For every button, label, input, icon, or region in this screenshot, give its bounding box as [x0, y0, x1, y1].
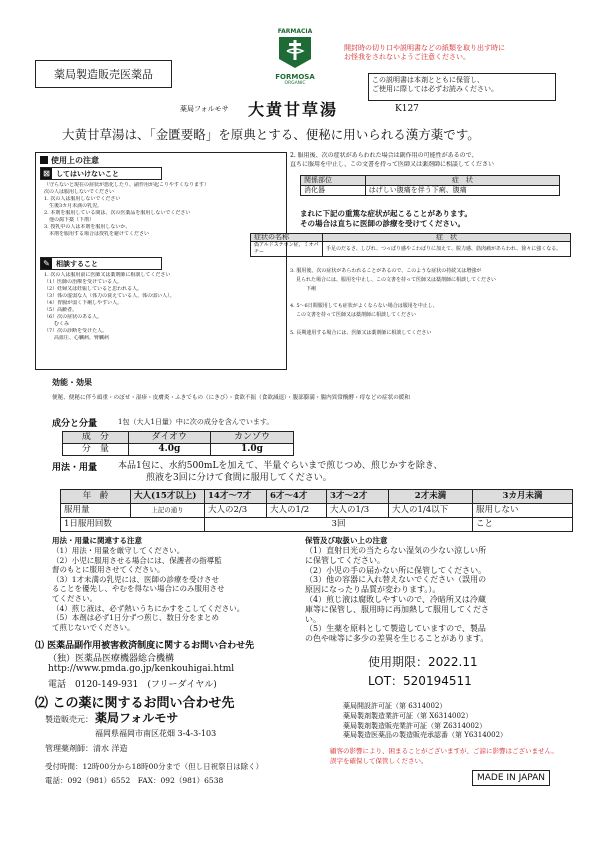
storage-note-line: い。	[305, 614, 321, 624]
dosage-text-line: 煎液を3回に分けて食間に服用してください。	[146, 473, 332, 483]
dosage-text-line: 本品1包に、水約500mLを加えて、半量ぐらいまで煎じつめ、煎じかすを除き、	[118, 461, 443, 471]
relief-url[interactable]: http://www.pmda.go.jp/kenkouhigai.html	[48, 664, 235, 674]
age-header: 大人(15才以上)	[131, 490, 205, 504]
license-line: 薬局製剤製造業許可証（第 X6314002）	[343, 711, 473, 720]
ingredients-header: 成 分	[63, 432, 129, 444]
prohibit-icon: ⊠	[41, 168, 52, 179]
ingredients-header: ダイオウ	[128, 432, 210, 444]
age-header: 3才～2才	[327, 490, 389, 504]
age-header: 6才～4才	[267, 490, 327, 504]
caution-2-line: 2. 服用後、次の症状があらわれた場合は副作用の可能性があるので、	[290, 152, 478, 159]
dosage-note-line: （3）1才未満の乳児には、医師の診療を受けさせ	[52, 574, 220, 584]
pharmacist: 管理薬剤師：清水 洋造	[45, 744, 128, 753]
amount-label-cell	[61, 504, 131, 518]
consult-line: 高血圧、心臓病、腎臓病	[44, 335, 110, 341]
open-notice-line: 開封時の切り口や説明書などの紙類を取り出す時に	[344, 44, 505, 52]
product-code: K127	[395, 104, 419, 114]
caution-3-line: 3. 服用後、次の症状があらわれることがあるので、このような症状の持続又は増強が	[290, 268, 482, 274]
dosage-note-line: （1）用法・用量を厳守してください。	[52, 546, 185, 555]
dosage-notes	[52, 546, 292, 632]
efficacy-text: 便秘、便秘に伴う頭重・のぼせ・湿疹・皮膚炎・ふきでもの（にきび）・食欲不振（食欲減退）・腹部膨満・腸内異常醗酵・痔などの症状の緩和	[52, 395, 410, 401]
dosage-text	[118, 460, 588, 484]
rare-table-cell: 偽アルドステロン症、ミオパチー	[251, 242, 323, 257]
consult-title	[40, 257, 162, 270]
rare-notice	[300, 209, 580, 229]
bottom-notice-line: 誤字を確保して保管しください。	[330, 757, 428, 765]
amount-cell: 大人の1/4以下	[389, 504, 473, 518]
logo-sub: ORGANIC	[284, 81, 306, 86]
amount-cell: 大人の1/3	[327, 504, 389, 518]
phone-fax: 電話：092（981）6552 FAX：092（981）6538	[45, 776, 224, 785]
expiry-date: 使用期限：2022.11	[368, 655, 478, 669]
consult-line: むくみ	[44, 321, 70, 327]
dosage-title: 用法・用量	[52, 463, 98, 473]
dosage-note-line: ることを優先し、やむを得ない場合にのみ服用させ	[52, 584, 225, 594]
dosage-note-line: （5）本剤は必ず1日分ずつ煎じ、数日分をまとめ	[52, 613, 220, 623]
ingredients-value: 1.0g	[210, 444, 293, 456]
dosage-note-line: て煎じないでください。	[52, 622, 135, 632]
consult-line: （1）医師の治療を受けている人。	[44, 279, 123, 285]
caution-box	[35, 152, 287, 370]
made-in-badge: MADE IN JAPAN	[472, 770, 550, 786]
category-box: 薬局製造販売医薬品	[35, 60, 172, 88]
consult-line: （6）次の症状のある人。	[44, 314, 103, 320]
dont-title	[40, 167, 162, 180]
caution-3-line: 見られた場合には、服用を中止し、この文書を持って医師又は薬剤師に相談してください	[296, 277, 497, 283]
amount-cell: 服用しない	[473, 504, 573, 518]
intro-text: 大黄甘草湯は、「金匱要略」を原典とする、便秘に用いられる漢方薬です。	[62, 127, 480, 142]
consult-line: （7）次の診断を受けた人。	[44, 328, 108, 334]
dosage-note-line: （2）小児に服用させる場合には、保護者の指導監	[52, 555, 222, 565]
product-name: 大黄甘草湯	[248, 100, 339, 119]
caution-2	[290, 152, 580, 169]
relief-title: ⑴ 医薬品副作用被害救済制度に関するお問い合わせ先	[35, 641, 255, 651]
brand-logo	[265, 28, 325, 90]
consult-line: （5）高齢者。	[44, 307, 78, 313]
age-header: 14才～7才	[205, 490, 267, 504]
dont-line: 本剤を服用する場合は授乳を避けてください	[44, 231, 150, 237]
amount-note: 上記の通り	[131, 504, 205, 518]
dosage-note-line: てください。	[52, 593, 97, 603]
side-table-cell: はげしい腹痛を伴う下痢、腹痛	[365, 186, 559, 196]
ingredients-header: カンゾウ	[210, 432, 293, 444]
dont-line: 3. 授乳中の人は本剤を服用しないか、	[44, 224, 131, 230]
age-header: 2才未満	[389, 490, 473, 504]
storage-note-line: に保管してください。	[305, 555, 385, 565]
caution-2-line: 直ちに服用を中止し、この文書を持って医師又は薬剤師に相談してください	[290, 160, 495, 168]
dont-line: 1. 次の人は服用しないでください	[44, 196, 121, 202]
seller-address: 福岡県福岡市南区花畑 3-4-3-103	[95, 729, 217, 738]
caution-title	[40, 155, 99, 166]
license-list	[343, 702, 578, 741]
inquiry-title: ⑵ この薬に関するお問い合わせ先	[35, 696, 235, 711]
bottom-notice	[330, 746, 585, 766]
caution-4-line: この文書を持って医師又は薬剤師に相談してください	[296, 312, 417, 318]
logo-name: FORMOSA	[275, 73, 315, 81]
caution-badge-icon	[40, 156, 48, 164]
consult-line: （4）胃腸が弱く下痢しやすい人。	[44, 300, 123, 306]
seller-label: 製造販売元：	[45, 715, 93, 724]
amount-cell: 大人の1/2	[267, 504, 327, 518]
lot-number: LOT：520194511	[368, 674, 472, 688]
times-label: 1日服用回数	[61, 518, 205, 532]
consult-line: （3）体の虚弱な人（体力の衰えている人、体の弱い人）。	[44, 293, 175, 299]
age-header: 3カ月未満	[473, 490, 573, 504]
storage-note-line: の色や味等に多少の差異を生じることがあります。	[305, 634, 489, 644]
efficacy-title: 効能・効果	[52, 378, 92, 387]
dosage-table	[60, 489, 573, 532]
side-table-header: 症 状	[365, 176, 559, 186]
reception-hours: 受付時間：12時00分から18時00分まで（但し日祝祭日は除く）	[45, 762, 264, 771]
storage-note-line: 原因になったり品質が変わります。）。	[305, 585, 441, 595]
bottom-notice-line: 顧客の影響により、困まることがございますが、ご諒に影響はございません。	[330, 747, 558, 755]
side-table-cell: 消化器	[301, 186, 366, 196]
dont-line: 2. 本剤を服用している間は、次の医薬品を服用しないでください	[44, 210, 191, 216]
consult-list	[44, 272, 280, 342]
keep-notice	[368, 73, 556, 101]
caution-5: 5. 長期連用する場合には、医師又は薬剤師に相談してください	[290, 330, 432, 336]
side-effect-table	[300, 175, 560, 196]
dont-line: 次の人は服用しないでください	[44, 189, 115, 195]
ingredients-title: 成分と分量	[52, 419, 98, 429]
storage-note-line: 庫等に保管し、服用時に再加熱して服用してくださ	[305, 604, 489, 614]
caution-4-line: 4. 5～6日間服用しても症状がよくならない場合は服用を中止し、	[290, 303, 438, 309]
storage-note-line: （2）小児の手の届かない所に保管してください。	[305, 565, 487, 575]
storage-note-line: （5）生薬を原料として製造していますので、製品	[305, 624, 486, 634]
storage-notes	[305, 546, 580, 644]
times-extra: こと	[473, 518, 573, 532]
license-line: 薬局製造医薬品の製造販売承認番（第 Y6314002）	[343, 731, 508, 740]
rare-notice-line: その場合は直ちに医師の診療を受けてください。	[300, 219, 465, 228]
consult-line: （2）妊婦又は妊娠していると思われる人。	[44, 286, 143, 292]
dont-line: 他の瀉下薬（下剤）	[44, 217, 95, 223]
caution-title-text: 使用上の注意	[51, 156, 99, 165]
dont-title-text: してはいけないこと	[56, 170, 119, 178]
storage-note-line: （1）直射日光の当たらない湿気の少ない涼しい所	[305, 546, 487, 555]
maker-small: 薬局フォルモサ	[180, 105, 229, 113]
ingredients-note: 1包（大人1日量）中に次の成分を含んでいます。	[118, 418, 274, 426]
ingredients-row-label: 分 量	[63, 444, 129, 456]
keep-notice-line: この説明書は本剤とともに保管し、	[372, 76, 484, 84]
dosage-note-line: 督のもとに服用させてください。	[52, 565, 165, 575]
license-line: 薬局開設許可証（第 6314002）	[343, 702, 447, 710]
license-line: 薬局製剤製造販売業許可証（第 Z6314002）	[343, 721, 487, 730]
consult-title-text: 相談すること	[56, 260, 98, 268]
rare-table-header: 症 状	[323, 234, 571, 242]
amount-cell: 大人の2/3	[205, 504, 267, 518]
storage-note-line: （3）他の容器に入れ替えないでください（誤用の	[305, 575, 487, 585]
keep-notice-line: ご使用に際しては必ずお読みください。	[372, 85, 498, 93]
age-header: 年 齢	[61, 490, 131, 504]
dont-line: （守らないと現在の症状が悪化したり、副作用が起こりやすくなります）	[44, 182, 210, 188]
amount-label: 服用量	[64, 505, 90, 515]
rare-table-cell: 手足のだるさ、しびれ、つっぱり感やこわばりに加えて、脱力感、筋肉痛があらわれ、徐々に強くなる。	[323, 242, 571, 257]
open-notice-line: お怪我をされないようご注意ください。	[344, 53, 470, 61]
rare-table-header: 症状の名称	[251, 234, 323, 242]
consult-icon: ✎	[41, 258, 52, 269]
times-value: 3回	[205, 518, 473, 532]
relief-tel: 電話 0120-149-931 (フリーダイヤル)	[48, 680, 217, 690]
relief-org: （独）医薬品医療機器総合機構	[48, 654, 175, 664]
storage-note-line: （4）煎じ液は腐敗しやすいので、冷暗所又は冷蔵	[305, 594, 486, 604]
seller-name: 薬局フォルモサ	[95, 711, 179, 725]
open-notice	[344, 44, 584, 62]
rare-effect-table	[250, 233, 571, 257]
dosage-note-line: （4）煎じ液は、必ず熱いうちにかすをこしてください。	[52, 603, 245, 613]
ingredients-table	[62, 431, 294, 456]
caution-3	[290, 267, 580, 294]
consult-line: 1. 次の人は服用前に医師又は薬剤師に相談してください	[44, 272, 171, 278]
ingredients-value: 4.0g	[128, 444, 210, 456]
logo-top-text: FARMACIA	[277, 28, 313, 35]
logo-emblem-icon	[265, 35, 325, 69]
dont-list	[44, 182, 280, 238]
caution-3-line: 下痢	[306, 286, 317, 292]
side-table-header: 関係部位	[301, 176, 366, 186]
dosage-notes-title: 用法・用量に関連する注意	[52, 536, 142, 545]
storage-title: 保管及び取扱い上の注意	[305, 536, 388, 545]
dont-line: 生後3カ月未満の乳児。	[44, 203, 103, 209]
rare-notice-line: まれに下記の重篤な症状が起こることがあります。	[300, 209, 472, 218]
caution-4	[290, 302, 580, 320]
